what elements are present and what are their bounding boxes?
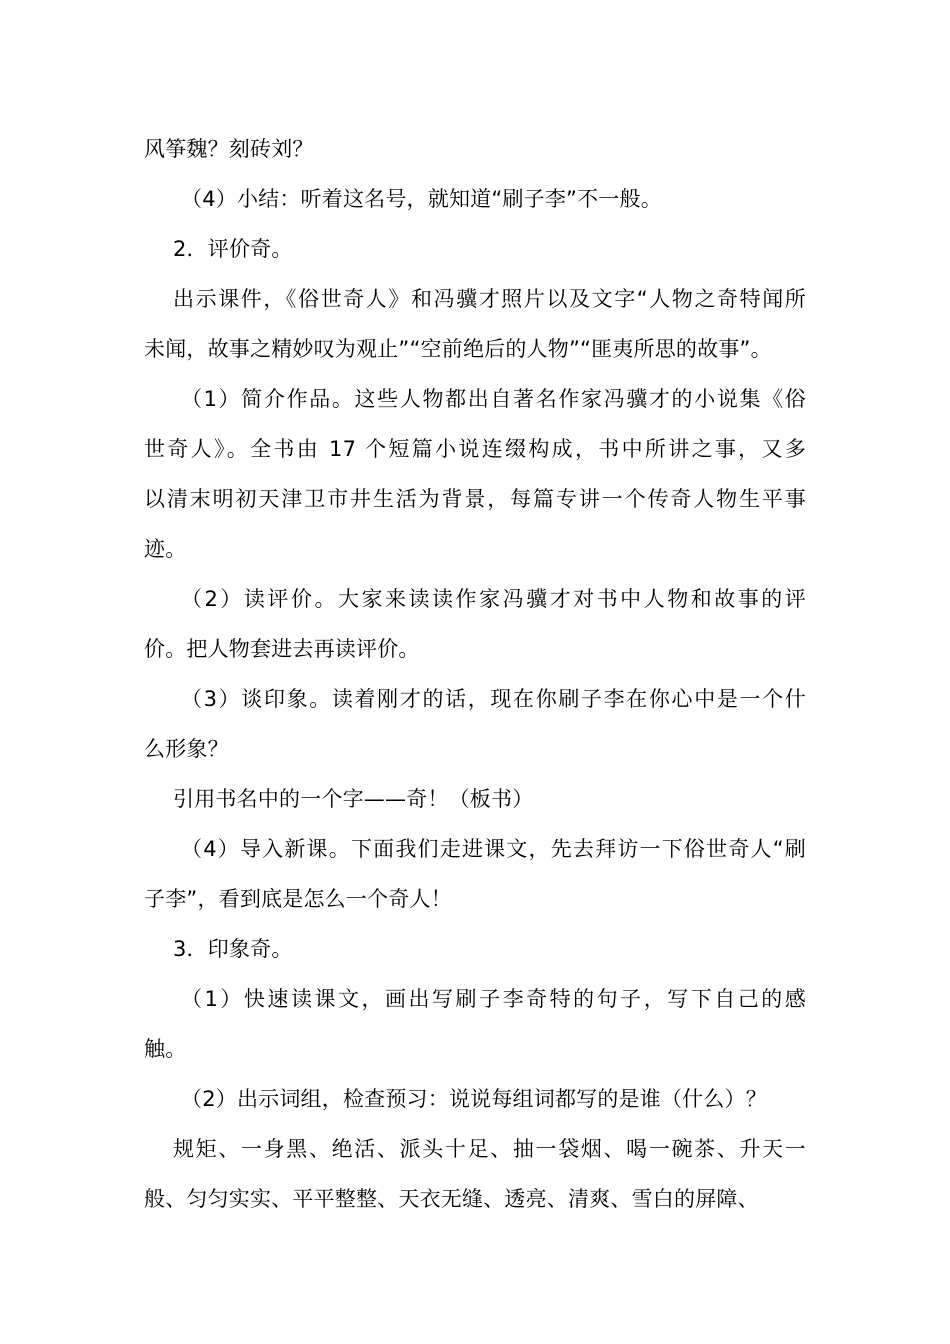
text-line: （4）导入新课。下面我们走进课文，先去拜访一下俗世奇人“刷 [181, 837, 806, 861]
text-line: （3）谈印象。读着刚才的话，现在你刷子李在你心中是一个什 [181, 687, 806, 711]
text-line: 以清末明初天津卫市井生活为背景，每篇专讲一个传奇人物生平事 [144, 487, 806, 511]
section-heading: 2．评价奇。 [173, 237, 293, 261]
text-line: （1）快速读课文，画出写刷子李奇特的句子，写下自己的感 [181, 987, 806, 1011]
text-line: 般、匀匀实实、平平整整、天衣无缝、透亮、清爽、雪白的屏障、 [144, 1187, 759, 1211]
section-heading: 3．印象奇。 [173, 937, 293, 961]
text-line: 出示课件，《俗世奇人》和冯骥才照片以及文字“人物之奇特闻所 [173, 287, 806, 311]
text-line: 风筝魏？刻砖刘？ [144, 137, 314, 161]
text-line: 引用书名中的一个字——奇！（板书） [173, 787, 534, 811]
text-line: （2）读评价。大家来读读作家冯骥才对书中人物和故事的评 [181, 587, 806, 611]
text-line: 触。 [144, 1037, 187, 1061]
text-line: 未闻，故事之精妙叹为观止”“空前绝后的人物”“匪夷所思的故事”。 [144, 337, 772, 361]
text-line: （1）简介作品。这些人物都出自著名作家冯骥才的小说集《俗 [181, 387, 806, 411]
text-line: 么形象？ [144, 737, 229, 761]
text-line: 子李”，看到底是怎么一个奇人！ [144, 887, 452, 911]
text-line: 世奇人》。全书由 17 个短篇小说连缀构成，书中所讲之事，又多 [144, 437, 806, 461]
text-line: 迹。 [144, 537, 187, 561]
text-line: （2）出示词组，检查预习：说说每组词都写的是谁（什么）？ [181, 1087, 767, 1111]
text-line: 价。把人物套进去再读评价。 [144, 637, 420, 661]
text-line: 规矩、一身黑、绝活、派头十足、抽一袋烟、喝一碗茶、升天一 [173, 1137, 806, 1161]
text-line: （4）小结：听着这名号，就知道“刷子李”不一般。 [181, 187, 662, 211]
